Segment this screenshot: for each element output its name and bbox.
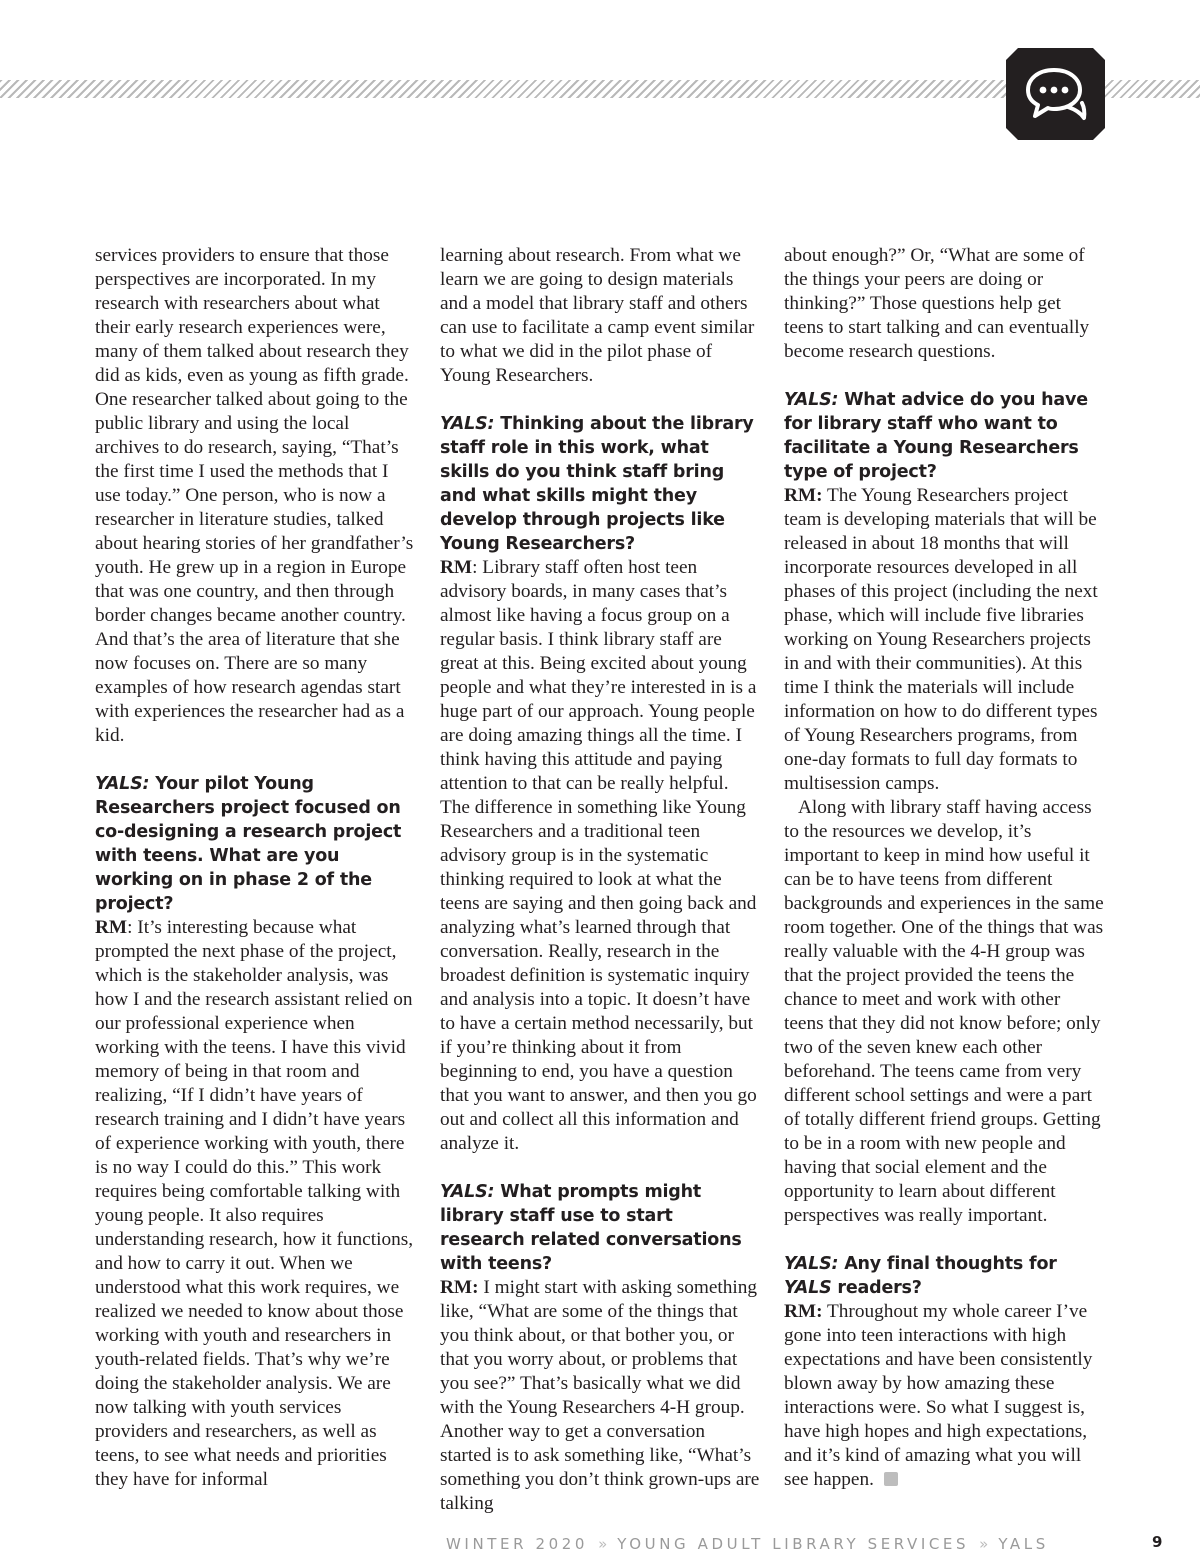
question-heading <box>784 1252 1104 1300</box>
question-heading <box>784 388 1104 484</box>
column-2 <box>440 244 760 1516</box>
column-1 <box>95 244 415 1492</box>
question-text: Your pilot Young Researchers project focused on co-designing a research project with teens. What are you working on in phase 2 of the project? <box>95 774 402 914</box>
question-text: What prompts might library staff use to start research related conversations with teens? <box>440 1182 742 1274</box>
paragraph: learning about research. From what we learn we are going to design materials and a model that library staff and others can use to facilitate a camp event similar to what we did in the pilot phase of Young Researchers. <box>440 245 755 386</box>
question-text: What advice do you have for library staff who want to facilitate a Young Researchers type of project? <box>784 390 1088 482</box>
yals-title: YALS <box>784 1278 832 1298</box>
rm-label: RM <box>95 917 128 938</box>
footer-separator: » <box>598 1535 608 1553</box>
yals-label: YALS: <box>95 774 150 794</box>
question-text-end: readers? <box>837 1278 922 1298</box>
rm-label: RM: <box>784 485 823 506</box>
paragraph: about enough?” Or, “What are some of the things your peers are doing or thinking?” Those questions help get teens to start talking and can eventually become research questions. <box>784 245 1090 362</box>
page-number: 9 <box>1152 1533 1163 1551</box>
rm-label: RM: <box>440 1277 479 1298</box>
yals-label: YALS: <box>784 390 839 410</box>
answer-text: I might start with asking something like, “What are some of the things that you think about, or that bother you, or that you worry about, or problems that you see?” That’s basically what we did with the Young Researchers 4-H group. Another way to get a conversation started is to ask something like, “What’s something you don’t think grown-ups are talking <box>440 1277 760 1514</box>
footer-journal: YOUNG ADULT LIBRARY SERVICES <box>617 1535 970 1553</box>
answer-text: The Young Researchers project team is developing materials that will be released in about 18 months that will incorporate resources developed in all phases of this project (including the next phase, which will include five libraries working on Young Researchers projects in and with their communities). At this time I think the materials will include information on how to do different types of Young Researchers programs, from one-day formats to full day formats to multisession camps. <box>784 485 1098 794</box>
chat-bubbles-icon <box>1024 64 1088 124</box>
column-3 <box>784 244 1104 1492</box>
rm-label: RM <box>440 557 473 578</box>
chat-icon-badge <box>1006 48 1105 140</box>
footer-season: WINTER 2020 <box>446 1535 589 1553</box>
question-heading <box>440 1180 760 1276</box>
answer-paragraph <box>440 1276 760 1516</box>
answer-paragraph <box>784 1300 1104 1492</box>
end-mark <box>884 1472 898 1486</box>
paragraph: Along with library staff having access to the resources we develop, it’s important to keep in mind how useful it can be to have teens from different backgrounds and experiences in the same room together. One of the things that was really valuable with the 4-H group was that the project provided the teens the chance to meet and work with other teens that they did not know before; only two of the seven knew each other beforehand. The teens came from very different school settings and were a part of totally different friend groups. Getting to be in a room with new people and having that social element and the opportunity to learn about different perspectives was really important. <box>784 797 1104 1226</box>
footer-separator: » <box>979 1535 989 1553</box>
yals-label: YALS: <box>440 1182 495 1202</box>
answer-paragraph <box>440 556 760 1156</box>
yals-label: YALS: <box>784 1254 839 1274</box>
question-heading <box>440 412 760 556</box>
answer-paragraph <box>95 916 415 1492</box>
yals-label: YALS: <box>440 414 495 434</box>
footer <box>446 1535 1106 1553</box>
answer-text: Throughout my whole career I’ve gone into teen interactions with high expectations and have been consistently blown away by how amazing these interactions were. So what I suggest is, have high hopes and high expectations, and it’s kind of amazing what you will see happen. <box>784 1301 1093 1490</box>
question-heading <box>95 772 415 916</box>
footer-abbr: YALS <box>998 1535 1049 1553</box>
paragraph: services providers to ensure that those perspectives are incorporated. In my research with researchers about what their early research experiences were, many of them talked about research they did as kids, even as young as fifth grade. One researcher talked about going to the public library and using the local archives to do research, saying, “That’s the first time I used the methods that I use today.” One person, who is now a researcher in literature studies, talked about hearing stories of her grandfather’s youth. He grew up in a region in Europe that was one country, and then through border changes became another country. And that’s the area of literature that she now focuses on. There are so many examples of how research agendas start with experiences the researcher had as a kid. <box>95 245 414 746</box>
answer-text: : Library staff often host teen advisory boards, in many cases that’s almost like having a focus group on a regular basis. I think library staff are great at this. Being excited about young people and what they’re interested in is a huge part of our approach. Young people are doing amazing things all the time. I think having this attitude and paying attention to that can be really helpful. The difference in something like Young Researchers and a traditional teen advisory group is in the systematic thinking required to look at what the teens are saying and then going back and analyzing what’s learned through that conversation. Really, research in the broadest definition is systematic inquiry and analysis into a topic. It doesn’t have to have a certain method necessarily, but if you’re thinking about it from beginning to end, you have a question that you want to answer, and then you go out and collect all this information and analyze it. <box>440 557 757 1154</box>
rm-label: RM: <box>784 1301 823 1322</box>
question-text: Thinking about the library staff role in this work, what skills do you think staff bring and what skills might they develop through projects like Young Researchers? <box>440 414 754 554</box>
answer-paragraph <box>784 484 1104 796</box>
question-text: Any final thoughts for <box>844 1254 1057 1274</box>
answer-text: : It’s interesting because what prompted the next phase of the project, which is the stakeholder analysis, was how I and the research assistant relied on our professional experience when working with the teens. I have this vivid memory of being in that room and realizing, “If I didn’t have years of research training and I didn’t have years of experience working with youth, there is no way I could do this.” This work requires being comfortable talking with young people. It also requires understanding research, how it functions, and how to carry it out. When we understood what this work requires, we realized we needed to know about those working with youth and researchers in youth-related fields. That’s why we’re doing the stakeholder analysis. We are now talking with youth services providers and researchers, as well as teens, to see what needs and priorities they have for informal <box>95 917 414 1490</box>
